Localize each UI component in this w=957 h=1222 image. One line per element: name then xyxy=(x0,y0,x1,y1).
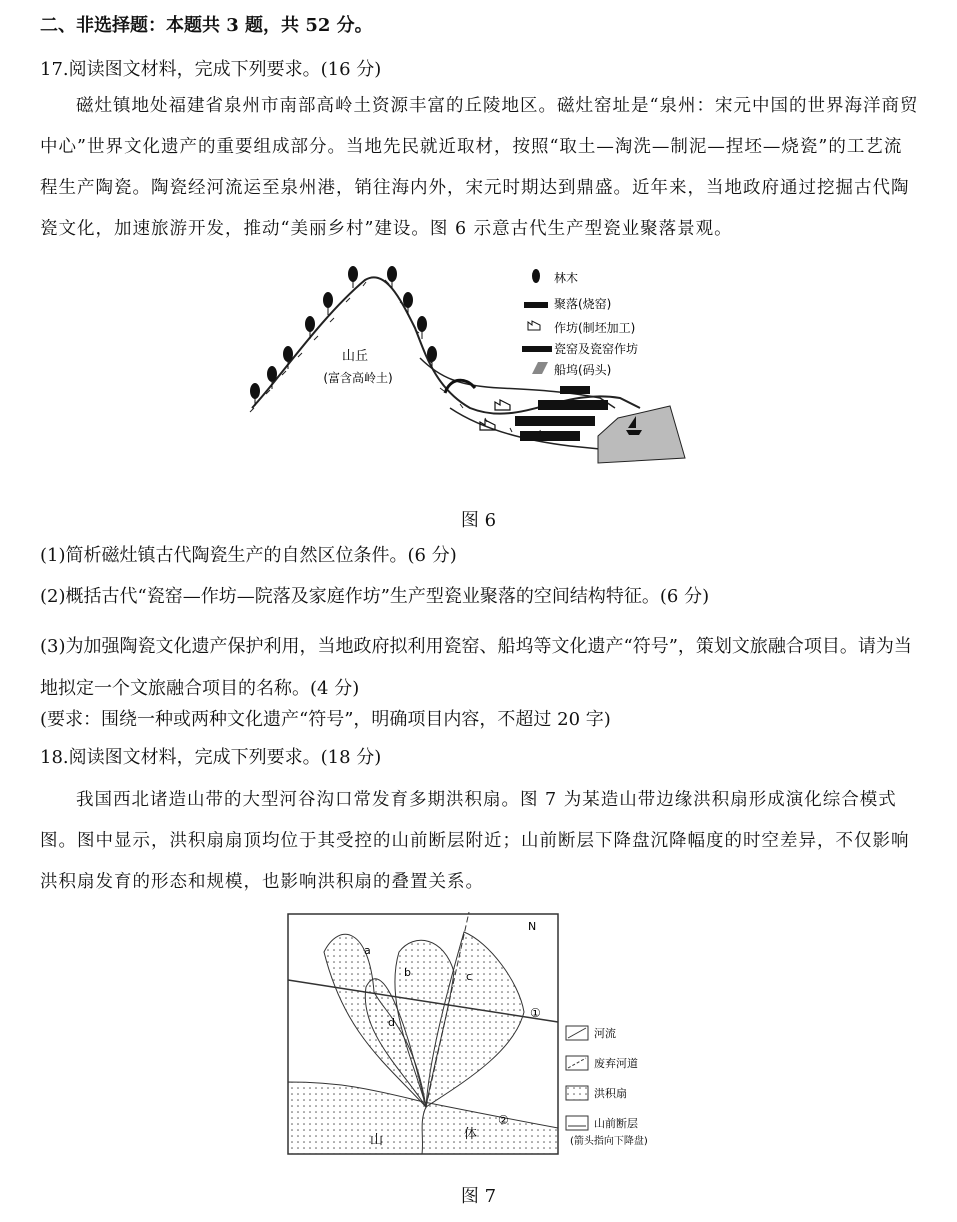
legend-trees: 林木 xyxy=(554,271,579,285)
q17-sub-1: (1)简析磁灶镇古代陶瓷生产的自然区位条件。(6 分) xyxy=(40,545,457,566)
q17-sub-2: (2)概括古代“瓷窑—作坊—院落及家庭作坊”生产型瓷业聚落的空间结构特征。(6 分) xyxy=(40,586,710,607)
legend-fault: 山前断层 xyxy=(594,1117,638,1130)
hill-label: 山丘 xyxy=(341,349,369,364)
fan-label-b: b xyxy=(404,966,411,979)
q17-material: 磁灶镇地处福建省泉州市南部高岭土资源丰富的丘陵地区。磁灶窑址是“泉州：宋元中国的世界海洋商贸中心”世界文化遗产的重要组成部分。当地先民就近取材，按照“取土—淘洗—制泥—捏坯—烧瓷”的工艺流程生产陶瓷。陶瓷经河流运至泉州港，销往海内外，宋元时期达到鼎盛。近年来，当地政府通过挖掘古代陶瓷文化，加速旅游开发，推动“美丽乡村”建设。图 6 示意古代生产型瓷业聚落景观。 xyxy=(40,96,919,239)
legend-alluvial-fan: 洪积扇 xyxy=(594,1087,627,1100)
figure-6-caption: 图 6 xyxy=(460,510,497,531)
legend-fault-note: (箭头指向下降盘) xyxy=(570,1136,648,1147)
north-arrow: N xyxy=(528,920,537,933)
mountain-label-2: 体 xyxy=(464,1127,478,1142)
legend-abandoned-channel: 废弃河道 xyxy=(594,1057,638,1070)
legend-workshop: 作坊(制坯加工) xyxy=(554,321,636,335)
legend-dock: 船坞(码头) xyxy=(554,363,612,377)
figure-7 xyxy=(284,912,664,1162)
fan-label-d: d xyxy=(388,1016,395,1029)
legend-kiln: 瓷窑及瓷窑作坊 xyxy=(554,342,639,356)
settlement-icons xyxy=(515,386,608,441)
fault-label-2: ② xyxy=(498,1113,509,1127)
tree-icons xyxy=(250,266,437,406)
q17-sub-3: (3)为加强陶瓷文化遗产保护利用，当地政府拟利用瓷窑、船坞等文化遗产“符号”，策划文旅融合项目。请为当地拟定一个文旅融合项目的名称。(4 分) xyxy=(40,636,912,699)
legend-river: 河流 xyxy=(594,1027,616,1040)
fan-label-c: c xyxy=(466,970,473,983)
legend-settlement: 聚落(烧窑) xyxy=(554,297,612,311)
figure-6 xyxy=(240,258,710,480)
hill-sublabel: (富含高岭土) xyxy=(323,371,393,385)
fan-label-a: a xyxy=(364,944,371,957)
mountain-label-1: 山 xyxy=(370,1133,384,1148)
section-heading: 二、非选择题：本题共 3 题，共 52 分。 xyxy=(40,15,373,36)
figure-7-caption: 图 7 xyxy=(460,1186,497,1207)
fault-label-1: ① xyxy=(530,1006,541,1020)
figure-6-legend xyxy=(522,269,638,377)
figure-7-legend xyxy=(566,1026,648,1147)
q17-requirement: (要求：围绕一种或两种文化遗产“符号”，明确项目内容，不超过 20 字) xyxy=(40,709,611,730)
q18-header: 18.阅读图文材料，完成下列要求。(18 分) xyxy=(40,747,382,768)
q17-header: 17.阅读图文材料，完成下列要求。(16 分) xyxy=(40,59,382,80)
q18-material: 我国西北诸造山带的大型河谷沟口常发育多期洪积扇。图 7 为某造山带边缘洪积扇形成演化综合模式图。图中显示，洪积扇扇顶均位于其受控的山前断层附近；山前断层下降盘沉降幅度的时空差异，不仅影响洪积扇发育的形态和规模，也影响洪积扇的叠置关系。 xyxy=(40,790,910,892)
